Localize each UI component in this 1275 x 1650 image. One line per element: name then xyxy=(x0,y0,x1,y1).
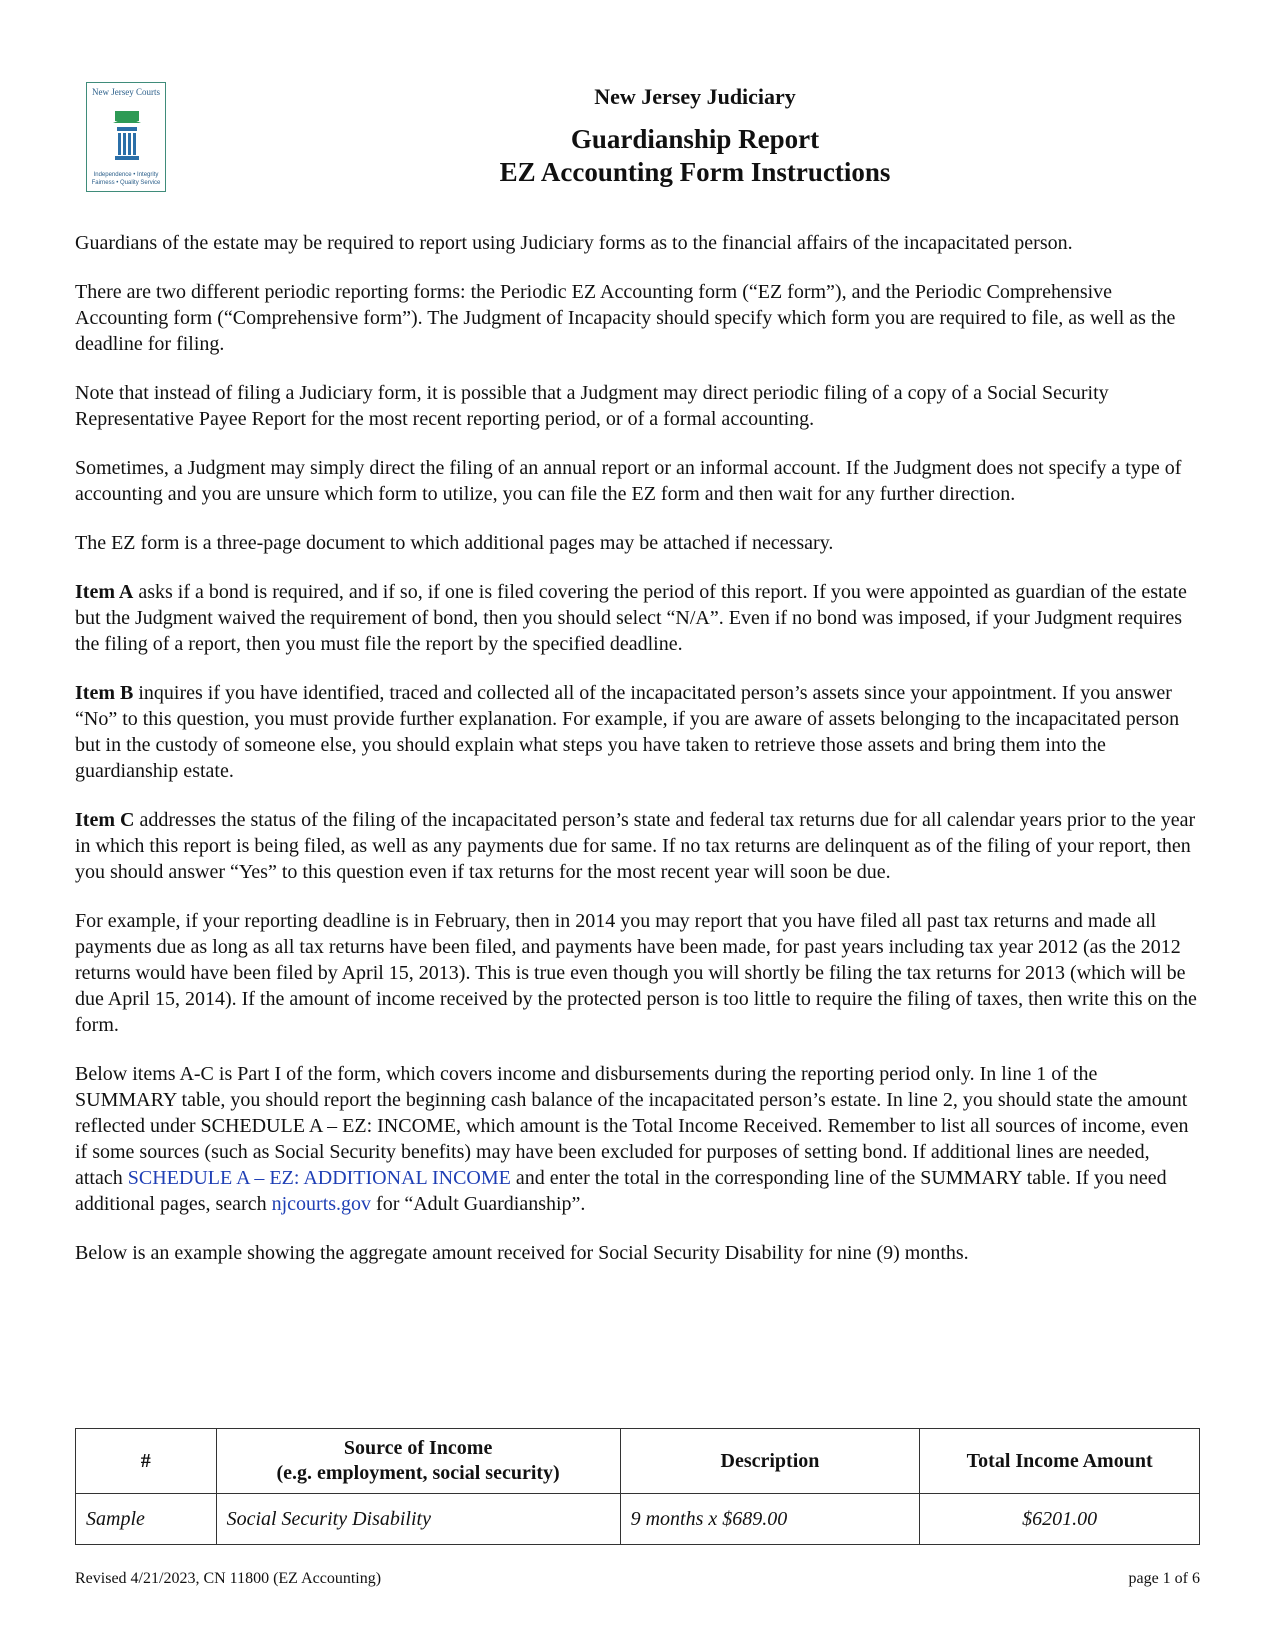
part-i-text-c: for “Adult Guardianship”. xyxy=(371,1193,586,1215)
cell-description: 9 months x $689.00 xyxy=(620,1494,920,1545)
schedule-a-link[interactable]: SCHEDULE A – EZ: ADDITIONAL INCOME xyxy=(127,1167,511,1189)
footer-page-number: page 1 of 6 xyxy=(1128,1570,1200,1587)
part-i-text-b: and enter the total in the corresponding line of the SUMMARY table. If you need additional pages, search xyxy=(75,1167,1167,1215)
header-description: Description xyxy=(620,1429,920,1494)
item-c-text: addresses the status of the filing of the incapacitated person’s state and federal tax returns due for all calendar years prior to the year in which this report is being filed, as well as any payments due for same. If no tax returns are delinquent as of the filing of your report, then you should answer “Yes” to this question even if tax returns for the most recent year will soon be due. xyxy=(75,809,1196,883)
courthouse-column-icon xyxy=(109,105,145,165)
title-line-2: EZ Accounting Form Instructions xyxy=(499,157,891,187)
header-number: # xyxy=(76,1429,217,1494)
income-example-table xyxy=(75,1428,1200,1545)
logo-text: New Jersey Courts xyxy=(92,87,160,97)
item-b-text: inquires if you have identified, traced and collected all of the incapacitated person’s assets since your appointment. If you answer “No” to this question, you must provide further explanation. For example, if you are aware of assets belonging to the incapacitated person but in the custody of someone else, you should explain what steps you have taken to retrieve those assets and bring them into the guardianship estate. xyxy=(75,682,1180,782)
table-header-row xyxy=(76,1429,1200,1494)
njcourts-link[interactable]: njcourts.gov xyxy=(271,1193,372,1215)
logo-motto: Independence • Integrity Fairness • Quality Service xyxy=(91,172,161,186)
cell-source: Social Security Disability xyxy=(216,1494,620,1545)
table-row xyxy=(76,1494,1200,1545)
court-name: New Jersey Judiciary xyxy=(594,84,796,109)
paragraph-item-a xyxy=(75,579,1200,657)
paragraph-ez-form: The EZ form is a three-page document to which additional pages may be attached if necessary. xyxy=(75,532,834,554)
paragraph-part-i xyxy=(75,1061,1200,1217)
paragraph-sometimes: Sometimes, a Judgment may simply direct the filing of an annual report or an informal account. If the Judgment does not specify a type of accounting and you are unsure which form to utilize, you can file the EZ form and then wait for any further direction. xyxy=(75,457,1182,505)
header-source: Source of Income (e.g. employment, social security) xyxy=(216,1429,620,1494)
paragraph-forms: There are two different periodic reporting forms: the Periodic EZ Accounting form (“EZ form”), and the Periodic Comprehensive Accounting form (“Comprehensive form”). The Judgment of Incapacity should specify which form you are required to file, as well as the deadline for filing. xyxy=(75,281,1176,355)
paragraph-item-b xyxy=(75,680,1200,784)
paragraph-intro: Guardians of the estate may be required to report using Judiciary forms as to the financial affairs of the incapacitated person. xyxy=(75,232,1073,254)
item-c-label: Item C xyxy=(75,809,135,831)
instructions-body xyxy=(75,230,1200,1289)
cell-amount: $6201.00 xyxy=(920,1494,1200,1545)
item-a-text: asks if a bond is required, and if so, if one is filed covering the period of this report. If you were appointed as guardian of the estate but the Judgment waived the requirement of bond, then you should select “N/A”. Even if no bond was imposed, if your Judgment requires the filing of a report, then you must file the report by the specified deadline. xyxy=(75,581,1187,655)
paragraph-note: Note that instead of filing a Judiciary form, it is possible that a Judgment may direct periodic filing of a copy of a Social Security Representative Payee Report for the most recent reporting period, or of a formal accounting. xyxy=(75,382,1109,430)
footer-revision: Revised 4/21/2023, CN 11800 (EZ Accounting) xyxy=(75,1570,382,1587)
title-line-1: Guardianship Report xyxy=(570,124,820,154)
item-b-label: Item B xyxy=(75,682,134,704)
paragraph-tax-example: For example, if your reporting deadline is in February, then in 2014 you may report that you have filed all past tax returns and made all payments due as long as all tax returns have been filed, and payments have been made, for past years including tax year 2012 (as the 2012 returns would have been filed by April 15, 2013). This is true even though you will shortly be filing the tax returns for 2013 (which will be due April 15, 2014). If the amount of income received by the protected person is too little to require the filing of taxes, then write this on the form. xyxy=(75,910,1197,1036)
part-i-text-a: Below items A-C is Part I of the form, which covers income and disbursements during the reporting period only. In line 1 of the SUMMARY table, you should report the beginning cash balance of the incapacitated person’s estate. In line 2, you should state the amount reflected under SCHEDULE A – EZ: INCOME, which amount is the Total Income Received. Remember to list all sources of income, even if some sources (such as Social Security benefits) may have been excluded for purposes of setting bond. If additional lines are needed, attach xyxy=(75,1063,1189,1189)
item-a-label: Item A xyxy=(75,581,134,603)
paragraph-table-intro: Below is an example showing the aggregate amount received for Social Security Disability for nine (9) months. xyxy=(75,1242,969,1264)
nj-courts-logo xyxy=(86,82,166,192)
header-total: Total Income Amount xyxy=(920,1429,1200,1494)
paragraph-item-c xyxy=(75,807,1200,885)
cell-sample: Sample xyxy=(76,1494,217,1545)
